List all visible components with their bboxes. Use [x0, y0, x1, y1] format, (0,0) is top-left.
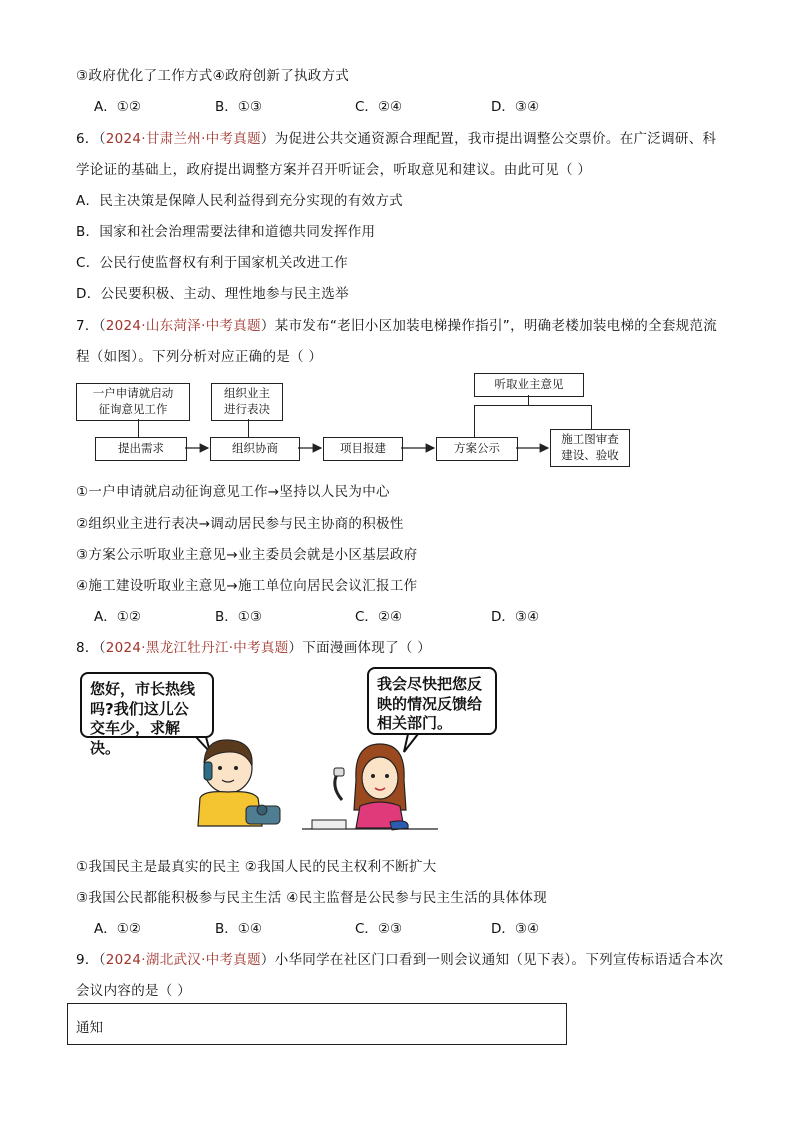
notice-box [67, 1003, 567, 1045]
speech-bubble-operator: 我会尽快把您反 映的情况反馈给 相关部门。 [367, 667, 497, 735]
option-c: C．②④ [355, 609, 403, 625]
option-a: A．①② [94, 99, 141, 115]
q6-choice-a: A．民主决策是保障人民利益得到充分实现的有效方式 [76, 193, 403, 209]
q6-stem-cont: 学论证的基础上，政府提出调整方案并召开听证会，听取意见和建议。由此可见（ ） [76, 162, 592, 178]
option-b: B．①④ [215, 921, 262, 937]
option-c: C．②③ [355, 921, 403, 937]
option-b: B．①③ [215, 609, 262, 625]
notice-title: 通知 [76, 1020, 103, 1036]
q7-item-2: ②组织业主进行表决→调动居民参与民主协商的积极性 [76, 516, 404, 532]
flow-box-listen: 听取业主意见 [474, 373, 584, 397]
option-d: D．③④ [491, 609, 540, 625]
flow-box-apply: 一户申请就启动 征询意见工作 [76, 383, 190, 421]
q9-stem: 9．（2024·湖北武汉·中考真题）小华同学在社区门口看到一则会议通知（见下表）。下列宣传标语适合本次 [76, 952, 724, 968]
boy-figure [198, 740, 280, 826]
q7-item-4: ④施工建设听取业主意见→施工单位向居民会议汇报工作 [76, 578, 418, 594]
flow-step-report: 项目报建 [323, 437, 403, 461]
option-d: D．③④ [491, 99, 540, 115]
q9-stem-cont: 会议内容的是（ ） [76, 983, 191, 999]
q8-source: 2024·黑龙江牡丹江·中考真题 [105, 640, 289, 656]
flow-step-construct: 施工图审查 建设、验收 [550, 429, 630, 467]
option-b: B．①③ [215, 99, 262, 115]
option-d: D．③④ [491, 921, 540, 937]
option-a: A．①② [94, 609, 141, 625]
q6-choice-d: D．公民要积极、主动、理性地参与民主选举 [76, 286, 349, 302]
flow-step-consult: 组织协商 [210, 437, 300, 461]
q6-choice-b: B．国家和社会治理需要法律和道德共同发挥作用 [76, 224, 376, 240]
q9-source: 2024·湖北武汉·中考真题 [105, 952, 261, 968]
q8-stem: 8．（2024·黑龙江牡丹江·中考真题）下面漫画体现了（ ） [76, 640, 432, 656]
q6-stem: 6．（2024·甘肃兰州·中考真题）为促进公共交通资源合理配置，我市提出调整公交票价。在广泛调研、科 [76, 131, 717, 147]
q7-item-3: ③方案公示听取业主意见→业主委员会就是小区基层政府 [76, 547, 418, 563]
flow-box-vote: 组织业主 进行表决 [211, 383, 283, 421]
flow-step-publicize: 方案公示 [436, 437, 518, 461]
option-c: C．②④ [355, 99, 403, 115]
speech-bubble-caller: 您好，市长热线 吗?我们这儿公 交车少，求解决。 [80, 672, 214, 738]
woman-figure [302, 744, 438, 830]
bubble-tail [404, 734, 418, 752]
option-a: A．①② [94, 921, 141, 937]
q6-source: 2024·甘肃兰州·中考真题 [105, 131, 261, 147]
q7-stem-cont: 程（如图）。下列分析对应正确的是（ ） [76, 349, 323, 365]
q6-choice-c: C．公民行使监督权有利于国家机关改进工作 [76, 255, 348, 271]
q8-items-line-2: ③我国公民都能积极参与民主生活 ④民主监督是公民参与民主生活的具体体现 [76, 890, 547, 906]
q7-stem: 7．（2024·山东菏泽·中考真题）某市发布“老旧小区加装电梯操作指引”，明确老楼加装电梯的全套规范流 [76, 318, 718, 334]
q7-item-1: ①一户申请就启动征询意见工作→坚持以人民为中心 [76, 484, 390, 500]
q7-source: 2024·山东菏泽·中考真题 [105, 318, 261, 334]
statement-line: ③政府优化了工作方式④政府创新了执政方式 [76, 68, 350, 84]
q8-items-line-1: ①我国民主是最真实的民主 ②我国人民的民主权利不断扩大 [76, 859, 437, 875]
flow-step-demand: 提出需求 [95, 437, 187, 461]
